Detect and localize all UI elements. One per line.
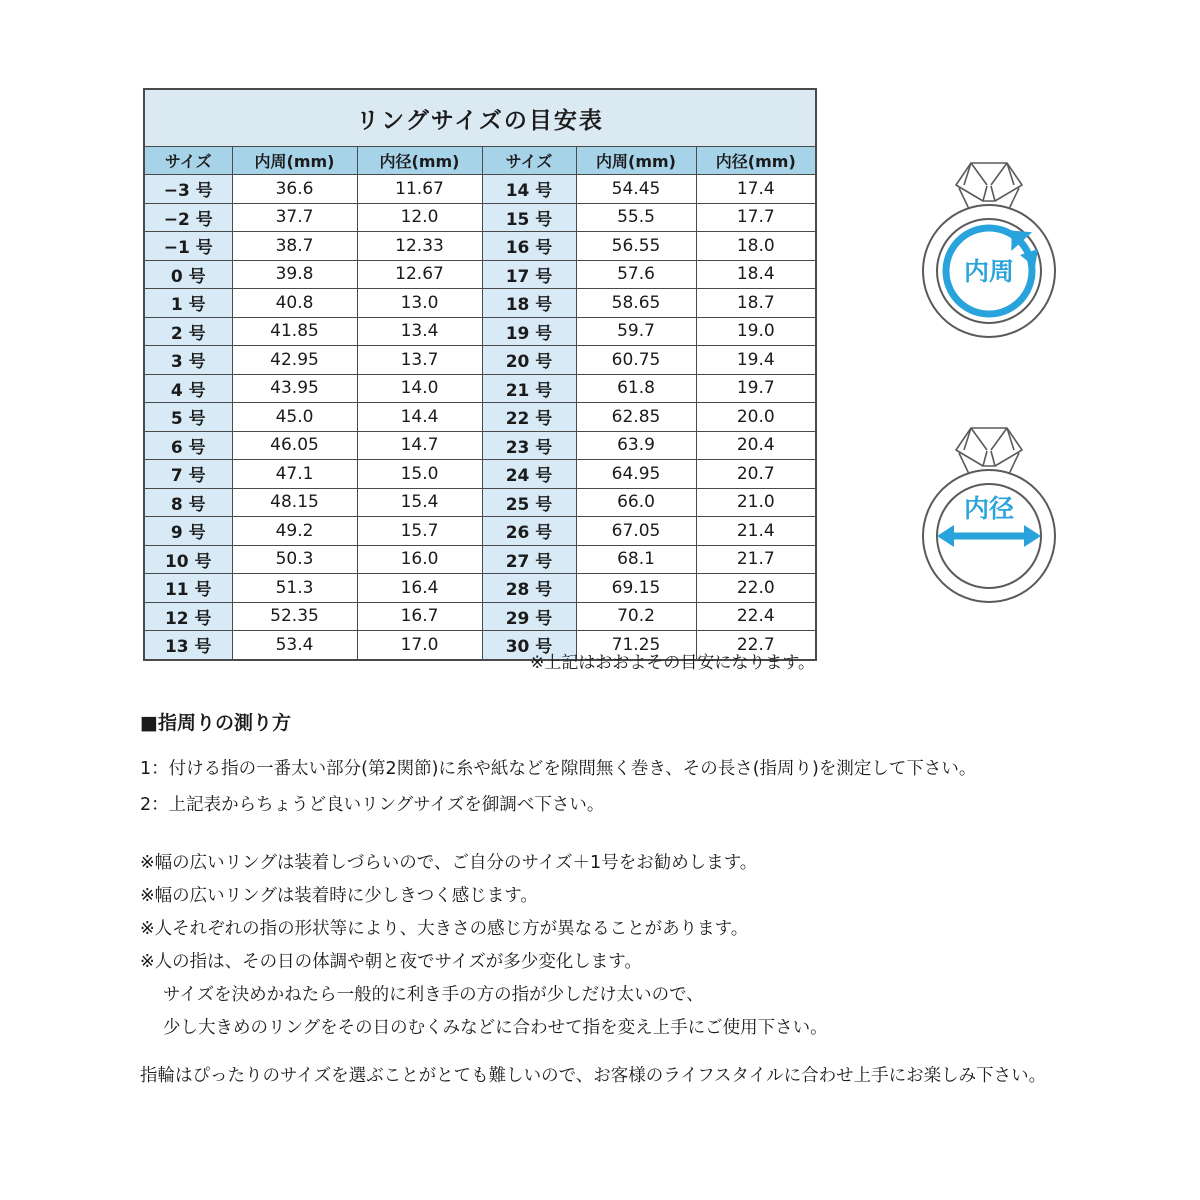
size-cell: 17 号 [482, 260, 576, 289]
value-cell: 18.0 [696, 232, 816, 261]
size-cell: 12 号 [144, 602, 232, 631]
value-cell: 18.4 [696, 260, 816, 289]
value-cell: 38.7 [232, 232, 357, 261]
table-row [144, 260, 816, 289]
value-cell: 63.9 [576, 431, 696, 460]
value-cell: 55.5 [576, 203, 696, 232]
value-cell: 17.7 [696, 203, 816, 232]
table-title: リングサイズの目安表 [144, 89, 816, 147]
value-cell: 13.7 [357, 346, 482, 375]
value-cell: 37.7 [232, 203, 357, 232]
size-cell: 5 号 [144, 403, 232, 432]
size-cell: 13 号 [144, 631, 232, 660]
table-row [144, 175, 816, 204]
value-cell: 54.45 [576, 175, 696, 204]
value-cell: 22.4 [696, 602, 816, 631]
value-cell: 68.1 [576, 545, 696, 574]
value-cell: 47.1 [232, 460, 357, 489]
col-header-diameter-left: 内径(mm) [357, 147, 482, 175]
value-cell: 36.6 [232, 175, 357, 204]
size-cell: 23 号 [482, 431, 576, 460]
value-cell: 22.7 [696, 631, 816, 660]
value-cell: 17.0 [357, 631, 482, 660]
table-approximate-note: ※上記はおおよその目安になります。 [530, 653, 815, 673]
value-cell: 19.0 [696, 317, 816, 346]
size-cell: 4 号 [144, 374, 232, 403]
value-cell: 20.4 [696, 431, 816, 460]
table-row [144, 289, 816, 318]
value-cell: 11.67 [357, 175, 482, 204]
value-cell: 42.95 [232, 346, 357, 375]
measuring-heading: ■指周りの測り方 [140, 712, 291, 734]
ring-inner-circumference-diagram [904, 121, 1074, 361]
value-cell: 49.2 [232, 517, 357, 546]
value-cell: 70.2 [576, 602, 696, 631]
value-cell: 56.55 [576, 232, 696, 261]
table-row [144, 602, 816, 631]
diameter-arrow-icon [937, 525, 1041, 547]
table-row [144, 374, 816, 403]
table-title-row [144, 89, 816, 147]
closing-message: 指輪はぴったりのサイズを選ぶことがとても難しいので、お客様のライフスタイルに合わせ上手にお楽しみ下さい。 [140, 1066, 1047, 1086]
table-row [144, 545, 816, 574]
table-row [144, 574, 816, 603]
ring-inner-diameter-diagram [904, 386, 1074, 626]
size-cell: 3 号 [144, 346, 232, 375]
value-cell: 69.15 [576, 574, 696, 603]
value-cell: 13.0 [357, 289, 482, 318]
size-cell: 24 号 [482, 460, 576, 489]
value-cell: 19.7 [696, 374, 816, 403]
value-cell: 51.3 [232, 574, 357, 603]
value-cell: 41.85 [232, 317, 357, 346]
size-cell: 7 号 [144, 460, 232, 489]
size-cell: 14 号 [482, 175, 576, 204]
size-cell: 30 号 [482, 631, 576, 660]
caution-notes [140, 847, 1100, 1045]
value-cell: 13.4 [357, 317, 482, 346]
table-row [144, 517, 816, 546]
col-header-size-left: サイズ [144, 147, 232, 175]
value-cell: 12.67 [357, 260, 482, 289]
measuring-step-1: 1：付ける指の一番太い部分(第2関節)に糸や紙などを隙間無く巻き、その長さ(指周り)を測定して下さい。 [140, 759, 977, 779]
value-cell: 15.4 [357, 488, 482, 517]
value-cell: 66.0 [576, 488, 696, 517]
value-cell: 21.7 [696, 545, 816, 574]
value-cell: 14.4 [357, 403, 482, 432]
value-cell: 39.8 [232, 260, 357, 289]
measuring-step-2: 2：上記表からちょうど良いリングサイズを御調べ下さい。 [140, 795, 605, 815]
value-cell: 17.4 [696, 175, 816, 204]
col-header-diameter-right: 内径(mm) [696, 147, 816, 175]
size-cell: 11 号 [144, 574, 232, 603]
value-cell: 62.85 [576, 403, 696, 432]
size-cell: 10 号 [144, 545, 232, 574]
value-cell: 22.0 [696, 574, 816, 603]
size-cell: 6 号 [144, 431, 232, 460]
size-cell: 22 号 [482, 403, 576, 432]
value-cell: 59.7 [576, 317, 696, 346]
value-cell: 57.6 [576, 260, 696, 289]
caution-note: ※幅の広いリングは装着時に少しきつく感じます。 [140, 886, 538, 906]
value-cell: 18.7 [696, 289, 816, 318]
col-header-circumference-left: 内周(mm) [232, 147, 357, 175]
col-header-circumference-right: 内周(mm) [576, 147, 696, 175]
size-cell: 15 号 [482, 203, 576, 232]
table-row [144, 346, 816, 375]
diamond-icon [956, 428, 1022, 474]
inner-circumference-label: 内周 [963, 257, 1015, 286]
size-cell: 16 号 [482, 232, 576, 261]
table-row [144, 460, 816, 489]
advice-line: サイズを決めかねたら一般的に利き手の方の指が少しだけ太いので、 [163, 985, 704, 1005]
value-cell: 40.8 [232, 289, 357, 318]
value-cell: 45.0 [232, 403, 357, 432]
value-cell: 52.35 [232, 602, 357, 631]
table-row [144, 431, 816, 460]
size-cell: 28 号 [482, 574, 576, 603]
size-cell: −2 号 [144, 203, 232, 232]
measuring-instructions [140, 708, 1100, 1045]
table-row [144, 317, 816, 346]
size-cell: 18 号 [482, 289, 576, 318]
value-cell: 14.0 [357, 374, 482, 403]
value-cell: 67.05 [576, 517, 696, 546]
size-cell: 1 号 [144, 289, 232, 318]
table-header-row [144, 147, 816, 175]
inner-diameter-label: 内径 [963, 494, 1015, 523]
value-cell: 20.7 [696, 460, 816, 489]
ring-size-table [143, 88, 817, 661]
table-row [144, 488, 816, 517]
size-cell: 20 号 [482, 346, 576, 375]
size-cell: 8 号 [144, 488, 232, 517]
value-cell: 58.65 [576, 289, 696, 318]
value-cell: 71.25 [576, 631, 696, 660]
value-cell: 12.33 [357, 232, 482, 261]
col-header-size-right: サイズ [482, 147, 576, 175]
value-cell: 64.95 [576, 460, 696, 489]
caution-note: ※人それぞれの指の形状等により、大きさの感じ方が異なることがあります。 [140, 919, 749, 939]
value-cell: 16.4 [357, 574, 482, 603]
value-cell: 61.8 [576, 374, 696, 403]
size-cell: 2 号 [144, 317, 232, 346]
size-cell: 27 号 [482, 545, 576, 574]
value-cell: 16.0 [357, 545, 482, 574]
value-cell: 12.0 [357, 203, 482, 232]
size-table-body [144, 175, 816, 660]
value-cell: 43.95 [232, 374, 357, 403]
value-cell: 15.7 [357, 517, 482, 546]
value-cell: 14.7 [357, 431, 482, 460]
size-cell: 9 号 [144, 517, 232, 546]
table-row [144, 403, 816, 432]
caution-note: ※人の指は、その日の体調や朝と夜でサイズが多少変化します。 [140, 952, 642, 972]
value-cell: 19.4 [696, 346, 816, 375]
table-row [144, 232, 816, 261]
value-cell: 53.4 [232, 631, 357, 660]
size-cell: 29 号 [482, 602, 576, 631]
value-cell: 20.0 [696, 403, 816, 432]
table-row [144, 203, 816, 232]
diamond-icon [956, 163, 1022, 209]
value-cell: 21.0 [696, 488, 816, 517]
size-cell: 26 号 [482, 517, 576, 546]
value-cell: 48.15 [232, 488, 357, 517]
advice-line: 少し大きめのリングをその日のむくみなどに合わせて指を変え上手にご使用下さい。 [163, 1018, 828, 1038]
value-cell: 46.05 [232, 431, 357, 460]
size-cell: 21 号 [482, 374, 576, 403]
value-cell: 21.4 [696, 517, 816, 546]
value-cell: 60.75 [576, 346, 696, 375]
caution-note: ※幅の広いリングは装着しづらいので、ご自分のサイズ＋1号をお勧めします。 [140, 853, 758, 873]
size-cell: 25 号 [482, 488, 576, 517]
size-cell: 0 号 [144, 260, 232, 289]
value-cell: 50.3 [232, 545, 357, 574]
value-cell: 15.0 [357, 460, 482, 489]
size-cell: 19 号 [482, 317, 576, 346]
size-cell: −1 号 [144, 232, 232, 261]
value-cell: 16.7 [357, 602, 482, 631]
size-cell: −3 号 [144, 175, 232, 204]
